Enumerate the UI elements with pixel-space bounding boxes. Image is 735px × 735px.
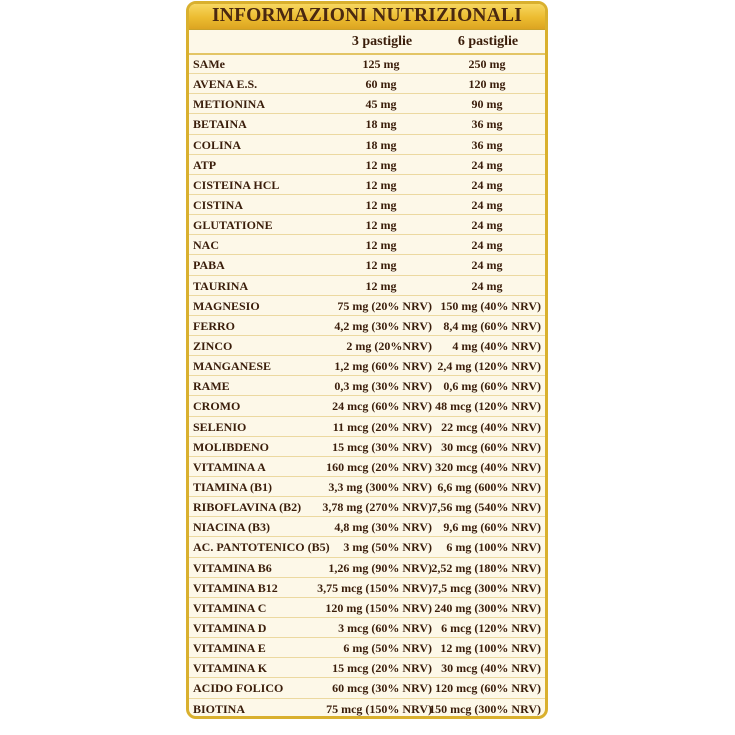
value-3-tablets: 3,75 mcg (150% NRV) <box>317 580 432 595</box>
value-3-tablets: 1,26 mg (90% NRV) <box>328 560 432 575</box>
nutrition-info-panel <box>186 1 548 719</box>
value-3-tablets: 15 mcg (20% NRV) <box>332 661 432 676</box>
value-6-tablets: 120 mcg (60% NRV) <box>435 681 541 696</box>
column-header-3-tablets: 3 pastiglie <box>351 34 413 49</box>
nutrient-name: MAGNESIO <box>193 298 260 313</box>
value-3-tablets: 12 mg <box>365 177 397 192</box>
value-6-tablets: 24 mg <box>471 157 503 172</box>
column-header-6-tablets: 6 pastiglie <box>457 34 519 49</box>
value-6-tablets: 24 mg <box>471 278 503 293</box>
table-row <box>189 417 545 437</box>
value-3-tablets: 4,2 mg (30% NRV) <box>334 318 432 333</box>
nutrient-name: NAC <box>193 238 219 253</box>
value-3-tablets: 1,2 mg (60% NRV) <box>334 359 432 374</box>
table-row <box>189 235 545 255</box>
table-row <box>189 135 545 155</box>
nutrient-name: VITAMINA E <box>193 641 266 656</box>
value-3-tablets: 12 mg <box>365 157 397 172</box>
value-6-tablets: 320 mcg (40% NRV) <box>435 459 541 474</box>
nutrient-name: METIONINA <box>193 97 266 112</box>
table-row <box>189 699 545 719</box>
nutrient-name: CISTINA <box>193 197 244 212</box>
value-6-tablets: 6 mg (100% NRV) <box>446 540 541 555</box>
value-3-tablets: 3 mg (50% NRV) <box>343 540 432 555</box>
nutrient-name: GLUTATIONE <box>193 218 273 233</box>
value-3-tablets: 2 mg (20%NRV) <box>346 338 432 353</box>
value-3-tablets: 18 mg <box>365 137 397 152</box>
value-3-tablets: 120 mg (150% NRV) <box>325 600 432 615</box>
nutrient-name: BIOTINA <box>193 701 246 716</box>
nutrient-name: RIBOFLAVINA (B2) <box>193 500 302 515</box>
table-row <box>189 195 545 215</box>
table-row <box>189 578 545 598</box>
value-3-tablets: 3,3 mg (300% NRV) <box>328 479 432 494</box>
nutrient-name: BETAINA <box>193 117 247 132</box>
value-6-tablets: 22 mcg (40% NRV) <box>441 419 541 434</box>
table-row <box>189 376 545 396</box>
table-row <box>189 598 545 618</box>
value-3-tablets: 15 mcg (30% NRV) <box>332 439 432 454</box>
nutrient-name: ATP <box>193 157 217 172</box>
value-6-tablets: 24 mg <box>471 258 503 273</box>
value-3-tablets: 60 mg <box>365 77 397 92</box>
value-6-tablets: 120 mg <box>468 77 506 92</box>
value-6-tablets: 2,52 mg (180% NRV) <box>431 560 541 575</box>
table-row <box>189 94 545 114</box>
page-title: INFORMAZIONI NUTRIZIONALI <box>212 5 522 26</box>
value-3-tablets: 3 mcg (60% NRV) <box>338 620 432 635</box>
table-row <box>189 255 545 275</box>
value-6-tablets: 48 mcg (120% NRV) <box>435 399 541 414</box>
table-row <box>189 296 545 316</box>
table-row <box>189 54 545 74</box>
table-row <box>189 276 545 296</box>
value-6-tablets: 2,4 mg (120% NRV) <box>437 359 541 374</box>
nutrient-name: SELENIO <box>193 419 247 434</box>
table-row <box>189 457 545 477</box>
nutrient-name: RAME <box>193 379 230 394</box>
value-6-tablets: 30 mcg (40% NRV) <box>441 661 541 676</box>
nutrient-name: CROMO <box>193 399 241 414</box>
value-3-tablets: 3,78 mg (270% NRV) <box>322 500 432 515</box>
nutrient-name: VITAMINA K <box>193 661 268 676</box>
value-6-tablets: 150 mcg (300% NRV) <box>429 701 541 716</box>
value-6-tablets: 4 mg (40% NRV) <box>452 338 541 353</box>
table-row <box>189 114 545 134</box>
value-6-tablets: 24 mg <box>471 177 503 192</box>
nutrient-name: CISTEINA HCL <box>193 177 280 192</box>
nutrient-name: VITAMINA D <box>193 620 267 635</box>
nutrient-name: VITAMINA A <box>193 459 266 474</box>
value-6-tablets: 12 mg (100% NRV) <box>440 641 541 656</box>
nutrition-table <box>189 54 545 719</box>
value-3-tablets: 12 mg <box>365 197 397 212</box>
table-row <box>189 437 545 457</box>
value-3-tablets: 160 mcg (20% NRV) <box>326 459 432 474</box>
nutrient-name: AVENA E.S. <box>193 77 258 92</box>
table-row <box>189 175 545 195</box>
value-6-tablets: 6 mcg (120% NRV) <box>441 620 541 635</box>
value-3-tablets: 75 mg (20% NRV) <box>337 298 432 313</box>
value-3-tablets: 12 mg <box>365 258 397 273</box>
table-row <box>189 537 545 557</box>
value-6-tablets: 90 mg <box>471 97 503 112</box>
table-row <box>189 155 545 175</box>
nutrient-name: COLINA <box>193 137 242 152</box>
table-row <box>189 477 545 497</box>
value-3-tablets: 12 mg <box>365 278 397 293</box>
table-row <box>189 497 545 517</box>
value-6-tablets: 6,6 mg (600% NRV) <box>437 479 541 494</box>
value-3-tablets: 18 mg <box>365 117 397 132</box>
value-6-tablets: 8,4 mg (60% NRV) <box>443 318 541 333</box>
nutrient-name: NIACINA (B3) <box>193 520 271 535</box>
table-row <box>189 336 545 356</box>
table-row <box>189 618 545 638</box>
nutrient-name: ACIDO FOLICO <box>193 681 284 696</box>
value-6-tablets: 150 mg (40% NRV) <box>440 298 541 313</box>
value-3-tablets: 4,8 mg (30% NRV) <box>334 520 432 535</box>
title-bar <box>189 4 545 30</box>
nutrient-name: TAURINA <box>193 278 249 293</box>
nutrient-name: ZINCO <box>193 338 233 353</box>
table-row <box>189 517 545 537</box>
value-3-tablets: 12 mg <box>365 218 397 233</box>
value-3-tablets: 125 mg <box>362 57 400 71</box>
value-6-tablets: 24 mg <box>471 197 503 212</box>
value-6-tablets: 36 mg <box>471 117 503 132</box>
nutrient-name: FERRO <box>193 318 235 333</box>
table-row <box>189 396 545 416</box>
value-6-tablets: 0,6 mg (60% NRV) <box>443 379 541 394</box>
nutrient-name: TIAMINA (B1) <box>193 479 273 494</box>
nutrient-name: VITAMINA B12 <box>193 580 278 595</box>
table-row <box>189 638 545 658</box>
value-6-tablets: 7,56 mg (540% NRV) <box>431 500 541 515</box>
table-row <box>189 558 545 578</box>
value-6-tablets: 24 mg <box>471 238 503 253</box>
value-6-tablets: 30 mcg (60% NRV) <box>441 439 541 454</box>
nutrient-name: MOLIBDENO <box>193 439 270 454</box>
value-6-tablets: 36 mg <box>471 137 503 152</box>
table-row <box>189 658 545 678</box>
value-3-tablets: 75 mcg (150% NRV) <box>326 701 432 716</box>
nutrient-name: MANGANESE <box>193 359 272 374</box>
value-6-tablets: 24 mg <box>471 218 503 233</box>
value-6-tablets: 9,6 mg (60% NRV) <box>443 520 541 535</box>
value-3-tablets: 45 mg <box>365 97 397 112</box>
value-6-tablets: 7,5 mcg (300% NRV) <box>432 580 541 595</box>
value-3-tablets: 60 mcg (30% NRV) <box>332 681 432 696</box>
value-6-tablets: 250 mg <box>468 57 506 71</box>
value-3-tablets: 12 mg <box>365 238 397 253</box>
value-3-tablets: 0,3 mg (30% NRV) <box>334 379 432 394</box>
nutrient-name: VITAMINA B6 <box>193 560 272 575</box>
value-3-tablets: 6 mg (50% NRV) <box>343 641 432 656</box>
nutrient-name: SAMe <box>193 57 225 71</box>
table-row <box>189 356 545 376</box>
table-row <box>189 316 545 336</box>
table-row <box>189 215 545 235</box>
table-row <box>189 74 545 94</box>
nutrient-name: PABA <box>193 258 225 273</box>
nutrient-name: VITAMINA C <box>193 600 267 615</box>
value-6-tablets: 240 mg (300% NRV) <box>434 600 541 615</box>
nutrient-name: AC. PANTOTENICO (B5) <box>193 540 330 555</box>
table-row <box>189 678 545 698</box>
value-3-tablets: 11 mcg (20% NRV) <box>332 419 432 434</box>
value-3-tablets: 24 mcg (60% NRV) <box>332 399 432 414</box>
